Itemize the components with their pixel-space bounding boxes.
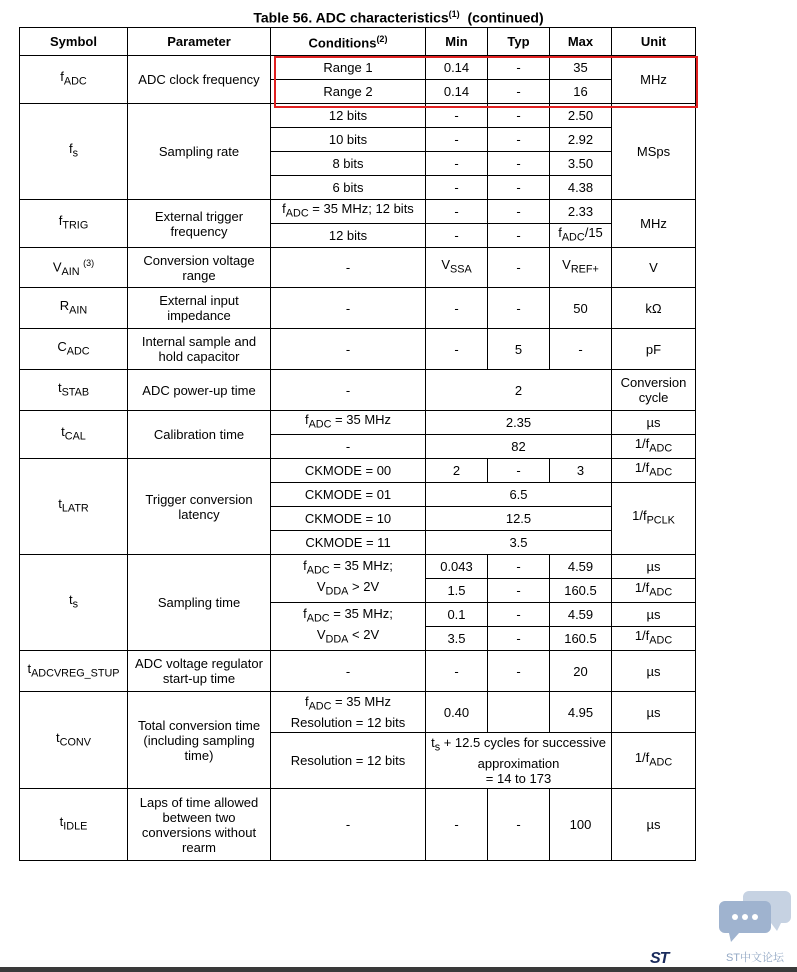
symbol-base: f [68,141,73,157]
typ-cell: - [488,651,550,692]
min-cell [426,248,488,288]
header-conditions [271,28,426,56]
symbol-cell [20,411,128,459]
unit-subscript: ADC [649,586,673,599]
max-cell: 2.33 [550,200,612,224]
min-cell: - [426,651,488,692]
min-cell: - [426,200,488,224]
header-conditions-footnote: (2) [376,34,388,45]
symbol-cell [20,651,128,692]
parameter-cell: Calibration time [128,411,271,459]
parameter-cell: ADC power-up time [128,370,271,411]
min-cell: 3.5 [426,627,488,651]
typ-cell: - [488,555,550,579]
condition-cell: - [271,651,426,692]
max-cell: 4.59 [550,603,612,627]
symbol-subscript: STAB [61,386,90,399]
table-row [20,411,696,435]
condition-cell: CKMODE = 01 [271,483,426,507]
watermark-text: ST中文论坛 [725,952,785,964]
symbol-base: t [56,729,60,745]
min-cell: 0.14 [426,56,488,80]
unit-cell: µs [612,603,696,627]
header-min: Min [426,28,488,56]
min-cell: 0.1 [426,603,488,627]
cond-rest: = 35 MHz; [329,605,393,621]
typ-cell: - [488,200,550,224]
condition-cell: - [271,288,426,329]
symbol-base: f [58,213,63,229]
symbol-subscript: ADCVREG_STUP [31,667,120,680]
max-cell: 4.95 [550,692,612,733]
header-row [20,28,696,56]
symbol-cell [20,104,128,200]
adc-characteristics-table [19,27,696,861]
condition-cell [271,603,426,651]
unit-cell: MHz [612,56,696,104]
typ-cell: - [488,603,550,627]
unit-cell [612,733,696,789]
min-cell: - [426,329,488,370]
table-title [0,4,797,28]
unit-subscript: ADC [649,756,673,769]
cond-rest: = 35 MHz; [329,557,393,573]
min-cell: 0.043 [426,555,488,579]
max-cell: - [550,329,612,370]
max-cell: 3.50 [550,152,612,176]
title-footnote: (1) [448,9,460,19]
typ-cell: - [488,288,550,329]
typ-cell: - [488,224,550,248]
max-cell: 16 [550,80,612,104]
max-cell: 50 [550,288,612,329]
condition-cell: 12 bits [271,104,426,128]
title-suffix: (continued) [467,9,544,26]
condition-cell: Range 1 [271,56,426,80]
condition-cell: CKMODE = 11 [271,531,426,555]
symbol-cell [20,56,128,104]
min-cell: - [426,789,488,861]
unit-subscript: ADC [649,634,673,647]
min-cell: 0.40 [426,692,488,733]
value-rest: + 12.5 cycles for successive approximation [440,735,606,771]
cond-subscript: ADC [285,207,309,220]
table-row [20,370,696,411]
value-cell: 3.5 [426,531,612,555]
condition-cell [271,200,426,224]
cond-subscript: ADC [306,564,330,577]
typ-cell: - [488,579,550,603]
symbol-base: R [59,297,70,313]
table-row [20,56,696,80]
header-parameter: Parameter [128,28,271,56]
unit-cell: µs [612,789,696,861]
symbol-cell [20,459,128,555]
parameter-cell: Trigger conversion latency [128,459,271,555]
symbol-cell [20,248,128,288]
max-rest: /15 [584,225,603,241]
condition-cell: Resolution = 12 bits [271,733,426,789]
table-row [20,789,696,861]
symbol-subscript: IDLE [63,820,88,833]
value-cell: 82 [426,435,612,459]
unit-subscript: ADC [649,442,673,455]
max-cell: 4.59 [550,555,612,579]
typ-cell: - [488,80,550,104]
unit-base: 1/f [632,508,647,524]
parameter-cell: Sampling time [128,555,271,651]
unit-cell: MHz [612,200,696,248]
max-base: V [562,257,571,273]
unit-cell [612,483,696,555]
unit-cell: MSps [612,104,696,200]
table-row [20,329,696,370]
min-cell: - [426,176,488,200]
cond-base: f [304,412,309,428]
condition-cell: 8 bits [271,152,426,176]
max-cell [550,224,612,248]
cond-rest-2: < 2V [348,626,380,642]
symbol-base: t [57,379,62,395]
symbol-base: V [52,258,62,274]
symbol-cell [20,329,128,370]
unit-base: 1/f [634,580,650,596]
condition-cell: Range 2 [271,80,426,104]
chat-bubbles-icon [719,887,791,943]
unit-base: 1/f [634,460,650,476]
max-cell: 2.92 [550,128,612,152]
max-cell: 35 [550,56,612,80]
cond-base: f [303,605,307,621]
parameter-cell: Internal sample and hold capacitor [128,329,271,370]
unit-subscript: ADC [649,466,673,479]
unit-cell: V [612,248,696,288]
condition-cell: CKMODE = 00 [271,459,426,483]
header-conditions-text: Conditions [308,35,377,51]
typ-cell: - [488,104,550,128]
max-subscript: ADC [561,231,585,244]
symbol-base: t [68,592,73,608]
unit-subscript: PCLK [646,514,675,527]
symbol-cell [20,288,128,329]
cond-subscript: ADC [308,418,332,431]
header-max: Max [550,28,612,56]
parameter-cell: Conversion voltage range [128,248,271,288]
symbol-cell [20,370,128,411]
symbol-subscript: AIN [69,304,88,317]
max-cell: 20 [550,651,612,692]
cond-base: f [282,201,286,217]
parameter-cell: Sampling rate [128,104,271,200]
min-cell: 2 [426,459,488,483]
max-cell: 160.5 [550,579,612,603]
typ-cell: 5 [488,329,550,370]
condition-cell: 6 bits [271,176,426,200]
symbol-subscript: ADC [66,345,90,358]
typ-cell [488,692,550,733]
unit-cell [612,435,696,459]
parameter-cell: Laps of time allowed between two conversions without rearm [128,789,271,861]
symbol-subscript: CAL [64,430,86,443]
st-logo: ST [650,950,669,967]
unit-cell: µs [612,555,696,579]
table-title-text: Table 56. ADC characteristics [253,9,449,26]
table-row [20,692,696,733]
condition-cell [271,692,426,733]
typ-cell: - [488,248,550,288]
min-cell: 0.14 [426,80,488,104]
condition-cell: 10 bits [271,128,426,152]
parameter-cell: ADC voltage regulator start-up time [128,651,271,692]
value-cell: 2.35 [426,411,612,435]
symbol-base: t [58,496,62,512]
max-cell: 100 [550,789,612,861]
symbol-base: t [27,660,32,676]
min-cell: - [426,152,488,176]
condition-cell: CKMODE = 10 [271,507,426,531]
unit-base: 1/f [634,436,650,452]
table-row [20,200,696,224]
cond-subscript: ADC [308,700,332,713]
typ-cell: - [488,789,550,861]
symbol-footnote: (3) [83,257,95,268]
value-cell: 6.5 [426,483,612,507]
parameter-cell: Total conversion time (including sampling time) [128,692,271,789]
condition-cell: - [271,435,426,459]
unit-base: 1/f [634,750,650,766]
symbol-subscript: ADC [63,75,87,88]
unit-cell: Conversion cycle [612,370,696,411]
symbol-cell [20,555,128,651]
cond-base: f [304,694,309,710]
min-cell: - [426,224,488,248]
max-cell: 2.50 [550,104,612,128]
value-cell: 2 [426,370,612,411]
unit-cell [612,459,696,483]
parameter-cell: External trigger frequency [128,200,271,248]
unit-cell [612,627,696,651]
cond-rest: = 35 MHz; 12 bits [308,201,414,217]
header-symbol: Symbol [20,28,128,56]
cond-rest: = 35 MHz [331,694,392,710]
condition-cell: - [271,248,426,288]
cond-base: f [303,557,307,573]
typ-cell: - [488,627,550,651]
symbol-cell [20,789,128,861]
cond-subscript: ADC [306,612,330,625]
condition-cell [271,411,426,435]
value-line-2: = 14 to 173 [485,770,552,786]
unit-cell: pF [612,329,696,370]
cond-line-2: Resolution = 12 bits [290,714,406,730]
table-row [20,555,696,579]
max-cell: 4.38 [550,176,612,200]
condition-cell: - [271,329,426,370]
symbol-cell [20,692,128,789]
symbol-base: f [60,69,64,85]
cond-base-2: V [316,578,326,594]
condition-cell [271,555,426,603]
max-cell [550,248,612,288]
cond-subscript-2: DDA [325,633,349,646]
cond-rest-2: > 2V [348,578,380,594]
symbol-subscript: AIN [61,265,80,278]
min-cell: - [426,104,488,128]
unit-cell [612,579,696,603]
value-base: t [431,735,435,751]
unit-cell: µs [612,411,696,435]
min-cell: 1.5 [426,579,488,603]
typ-cell: - [488,459,550,483]
header-typ: Typ [488,28,550,56]
max-cell: 3 [550,459,612,483]
condition-cell: - [271,370,426,411]
table-row [20,459,696,483]
condition-cell: - [271,789,426,861]
watermark [716,887,794,967]
symbol-subscript: s [72,598,79,611]
table-row [20,288,696,329]
symbol-subscript: CONV [59,736,91,749]
min-cell: - [426,128,488,152]
value-cell [426,733,612,789]
symbol-subscript: LATR [61,502,89,515]
typ-cell: - [488,176,550,200]
unit-base: 1/f [634,628,650,644]
symbol-base: t [59,814,64,830]
condition-cell: 12 bits [271,224,426,248]
typ-cell: - [488,152,550,176]
bottom-bar [0,967,797,972]
table-row [20,248,696,288]
symbol-base: t [61,424,65,440]
cond-subscript-2: DDA [325,585,349,598]
symbol-subscript: TRIG [62,219,89,232]
cond-base-2: V [316,626,326,642]
parameter-cell: External input impedance [128,288,271,329]
typ-cell: - [488,128,550,152]
table-row [20,104,696,128]
max-base: f [558,225,562,241]
symbol-subscript: s [72,147,79,160]
table-row [20,651,696,692]
symbol-cell [20,200,128,248]
cond-rest: = 35 MHz [331,412,392,428]
value-cell: 12.5 [426,507,612,531]
min-cell: - [426,288,488,329]
max-subscript: REF+ [570,263,599,276]
value-subscript: s [434,741,441,754]
symbol-base: C [57,338,67,354]
unit-cell: kΩ [612,288,696,329]
max-cell: 160.5 [550,627,612,651]
min-subscript: SSA [450,263,472,276]
typ-cell: - [488,56,550,80]
unit-cell: µs [612,692,696,733]
parameter-cell: ADC clock frequency [128,56,271,104]
header-unit: Unit [612,28,696,56]
unit-cell: µs [612,651,696,692]
min-base: V [441,257,450,273]
